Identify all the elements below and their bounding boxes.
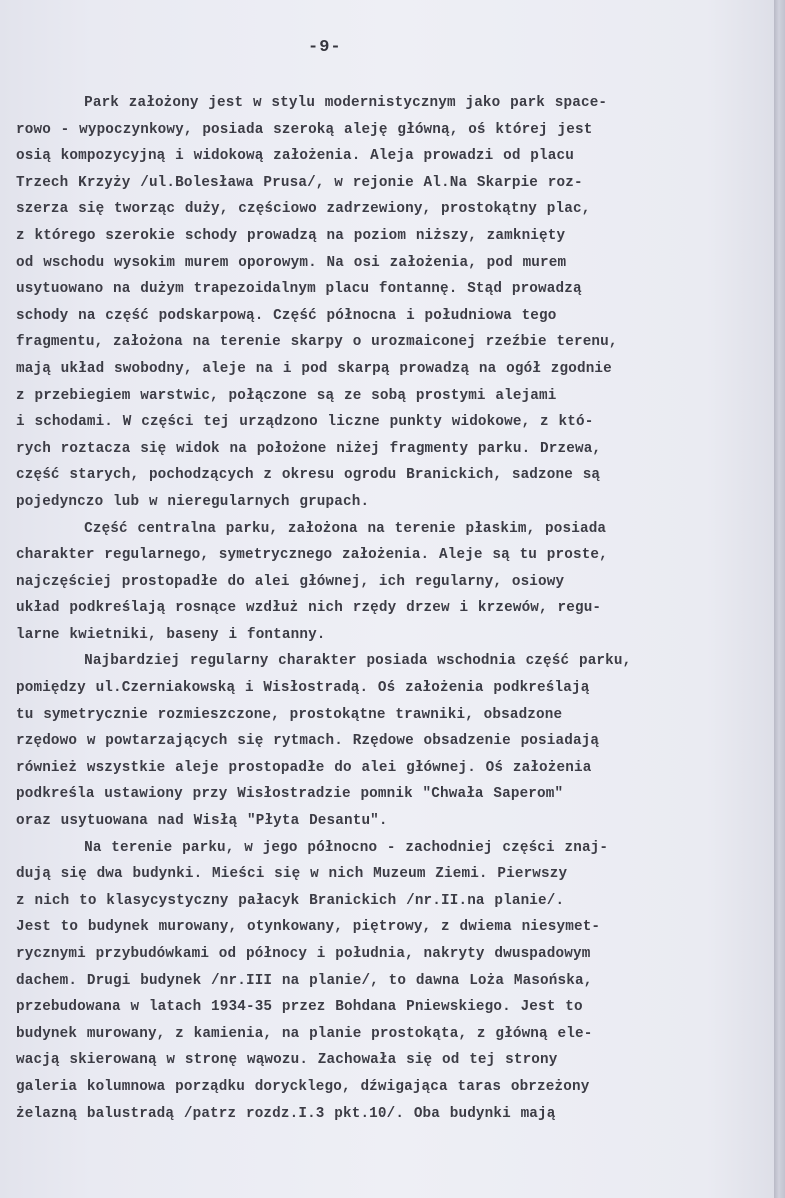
text-line: żelazną balustradą /patrz rozdz.I.3 pkt.10/. Oba budynki mają [16,1105,556,1122]
text-line: rzędowo w powtarzających się rytmach. Rzędowe obsadzenie posiadają [16,733,600,750]
text-line: z którego szerokie schody prowadzą na poziom niższy, zamknięty [16,227,566,244]
text-line: schody na część podskarpową. Część północna i południowa tego [16,307,557,324]
text-line: galeria kolumnowa porządku dorycklego, dźwigająca taras obrzeżony [16,1078,590,1095]
text-line: rych roztacza się widok na położone niżej fragmenty parku. Drzewa, [16,440,602,457]
text-line: podkreśla ustawiony przy Wisłostradzie pomnik "Chwała Saperom" [16,786,564,803]
page-edge [774,0,785,1198]
text-line: Najbardziej regularny charakter posiada wschodnia część parku, [16,653,632,670]
text-line: również wszystkie aleje prostopadłe do alei głównej. Oś założenia [16,759,592,776]
page-number: -9- [308,38,342,57]
text-line: charakter regularnego, symetrycznego założenia. Aleje są tu proste, [16,547,608,564]
text-line: część starych, pochodzących z okresu ogrodu Branickich, sadzone są [16,467,601,484]
text-line: dują się dwa budynki. Mieści się w nich Muzeum Ziemi. Pierwszy [16,866,568,883]
text-line: przebudowana w latach 1934-35 przez Bohdana Pniewskiego. Jest to [16,999,583,1016]
text-line: pomiędzy ul.Czerniakowską i Wisłostradą. Oś założenia podkreślają [16,680,590,697]
text-line: od wschodu wysokim murem oporowym. Na osi założenia, pod murem [16,254,567,271]
text-line: larne kwietniki, baseny i fontanny. [16,626,326,643]
text-line: Park założony jest w stylu modernistycznym jako park space- [16,95,608,111]
text-line: dachem. Drugi budynek /nr.III na planie/, to dawna Loża Masońska, [16,972,593,989]
text-line: układ podkreślają rosnące wzdłuż nich rzędy drzew i krzewów, regu- [16,600,602,617]
text-line: z przebiegiem warstwic, połączone są ze sobą prostymi alejami [16,387,557,404]
text-line: mają układ swobodny, aleje na i pod skarpą prowadzą na ogół zgodnie [16,360,612,377]
text-line: z nich to klasycystyczny pałacyk Branickich /nr.II.na planie/. [16,892,565,909]
text-line: pojedynczo lub w nieregularnych grupach. [16,493,370,510]
text-line: i schodami. W części tej urządzono liczne punkty widokowe, z któ- [16,414,594,431]
text-line: Część centralna parku, założona na terenie płaskim, posiada [16,520,607,537]
text-line: budynek murowany, z kamienia, na planie prostokąta, z główną ele- [16,1025,593,1042]
text-line: oraz usytuowana nad Wisłą "Płyta Desantu". [16,813,388,830]
text-line: fragmentu, założona na terenie skarpy o urozmaiconej rzeźbie terenu, [16,334,618,351]
text-line: Jest to budynek murowany, otynkowany, piętrowy, z dwiema niesymet- [16,919,601,936]
text-line: usytuowano na dużym trapezoidalnym placu fontannę. Stąd prowadzą [16,281,582,298]
text-line: wacją skierowaną w stronę wąwozu. Zachowała się od tej strony [16,1052,558,1069]
text-line: tu symetrycznie rozmieszczone, prostokątne trawniki, obsadzone [16,706,563,723]
text-line: najczęściej prostopadłe do alei głównej, ich regularny, osiowy [16,573,565,590]
text-line: rowo - wypoczynkowy, posiada szeroką aleję główną, oś której jest [16,121,593,138]
text-line: Trzech Krzyży /ul.Bolesława Prusa/, w rejonie Al.Na Skarpie roz- [16,174,583,191]
text-line: osią kompozycyjną i widokową założenia. Aleja prowadzi od placu [16,148,574,165]
body-text [16,90,740,1127]
text-line: rycznymi przybudówkami od północy i południa, nakryty dwuspadowym [16,946,591,962]
text-line: szerza się tworząc duży, częściowo zadrzewiony, prostokątny plac, [16,201,591,218]
text-line: Na terenie parku, w jego północno - zachodniej części znaj- [16,839,609,856]
